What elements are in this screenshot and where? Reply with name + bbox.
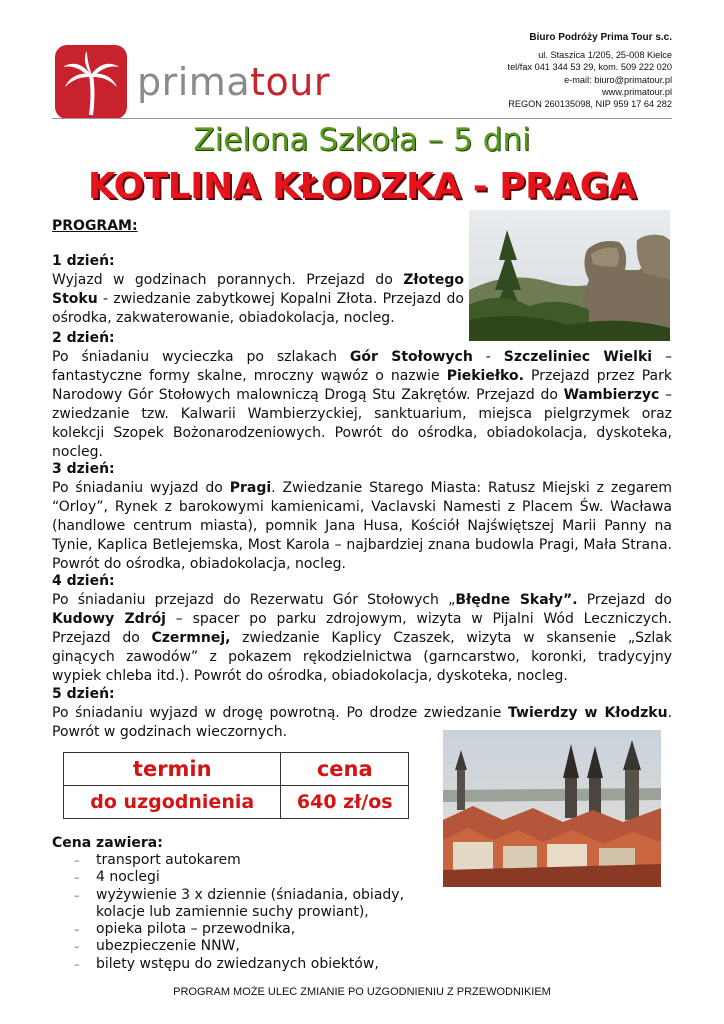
company-regon: REGON 260135098, NIP 959 17 64 282 [508, 99, 672, 110]
day-5-text: Po śniadaniu wyjazd w drogę powrotną. Po drodze zwiedzanie Twierdzy w Kłodzku. Powrót w godzinach wieczornych. [52, 705, 673, 740]
company-info [508, 32, 672, 110]
footer-note: PROGRAM MOŻE ULEC ZMIANIE PO UZGODNIENIU Z PRZEWODNIKIEM [173, 986, 551, 998]
company-www: www.primatour.pl [602, 86, 672, 97]
list-item: – ubezpieczenie NNW, [74, 938, 240, 955]
page-title: KOTLINA KŁODZKA - PRAGA [87, 166, 637, 207]
day-3-text: Po śniadaniu wyjazd do Pragi. Zwiedzanie Starego Miasta: Ratusz Miejski z zegarem “Orloy”, Rynek z barokowymi kamienicami, Vaclavski Namesti z Placem Św. Wacława (handlowe centrum miasta), pomnik Jana Husa, Kościół Najświętszej Marii Panny na Tynie, Kaplica Betlejemska, Most Karola – najbardziej znana budowla Pragi, Mała Strana. Powrót do ośrodka, obiadokolacja, nocleg. [52, 480, 672, 572]
company-email: e-mail: biuro@primatour.pl [564, 74, 672, 85]
day-4-text: Po śniadaniu przejazd do Rezerwatu Gór Stołowych „Błędne Skały”. Przejazd do Kudowy Zdrój – spacer po parku zdrojowym, wizyta w Pijalni Wód Leczniczych. Przejazd do Czermnej, zwiedzanie Kaplicy Czaszek, wizyta w skansenie „Szlak ginących zawodów” z pokazem rękodzielnictwa (garncarstwo, koronki, tradycyjny wypiek chleba itd.). Powrót do ośrodka, obiadokolacja, dyskoteka, nocleg. [52, 592, 672, 684]
page-subtitle: Zielona Szkoła – 5 dni [193, 122, 531, 158]
day-1-text: Wyjazd w godzinach porannych. Przejazd do Złotego Stoku - zwiedzanie zabytkowej Kopalni Złota. Przejazd do ośrodka, zakwaterowanie, obiadokolacja, nocleg. [52, 272, 464, 326]
day-2-label: 2 dzień: [52, 330, 115, 346]
photo-prague [443, 730, 661, 887]
dash-bullet-icon: – [74, 940, 80, 954]
term-header: termin [64, 753, 281, 786]
dash-bullet-icon: – [74, 854, 80, 867]
company-phone: tel/fax 041 344 53 29, kom. 509 222 020 [507, 62, 672, 73]
day-3-label: 3 dzień: [52, 461, 115, 477]
program-heading: PROGRAM: [52, 218, 138, 234]
dash-bullet-icon: – [74, 888, 80, 902]
list-item: – wyżywienie 3 x dziennie (śniadania, obiady, [74, 886, 405, 903]
includes-list [74, 852, 434, 973]
palm-tree-logo-icon [55, 45, 127, 119]
includes-heading: Cena zawiera: [52, 835, 163, 851]
term-value: do uzgodnienia [64, 786, 281, 819]
list-item-continuation: kolacje lub zamiennie suchy prowiant), [96, 903, 369, 920]
dash-bullet-icon: – [74, 957, 80, 971]
dash-bullet-icon: – [74, 923, 80, 937]
primatour-logo [55, 42, 335, 122]
company-address: ul. Staszica 1/205, 25-008 Kielce [538, 50, 672, 61]
list-item: – opieka pilota – przewodnika, [74, 921, 296, 938]
price-table [63, 752, 409, 819]
dash-bullet-icon: – [74, 871, 80, 885]
day-2-text: Po śniadaniu wycieczka po szlakach Gór Stołowych - Szczeliniec Wielki – fantastyczne formy skalne, mroczny wąwóz o nazwie Piekiełko. Przejazd przez Park Narodowy Gór Stołowych malowniczą Drogą Stu Zakrętów. Przejazd do Wambierzyc – zwiedzanie tzw. Kalwarii Wambierzyckiej, sanktuarium, miejsca pielgrzymek oraz kolekcji Szopek Bożonarodzeniowych. Powrót do ośrodka, obiadokolacja, dyskoteka, nocleg. [52, 349, 673, 460]
photo-table-mountains [469, 210, 670, 341]
list-item: – transport autokarem [74, 852, 241, 868]
price-header: cena [281, 753, 409, 786]
list-item: – bilety wstępu do zwiedzanych obiektów, [74, 955, 379, 972]
company-name: Biuro Podróży Prima Tour s.c. [529, 32, 672, 43]
day-5-label: 5 dzień: [52, 686, 115, 702]
header-divider [52, 118, 672, 119]
logo-wordmark: primatour [137, 60, 330, 104]
list-item: – 4 noclegi [74, 869, 160, 886]
day-4-label: 4 dzień: [52, 573, 115, 589]
price-value: 640 zł/os [281, 786, 409, 819]
day-1-label: 1 dzień: [52, 253, 115, 269]
